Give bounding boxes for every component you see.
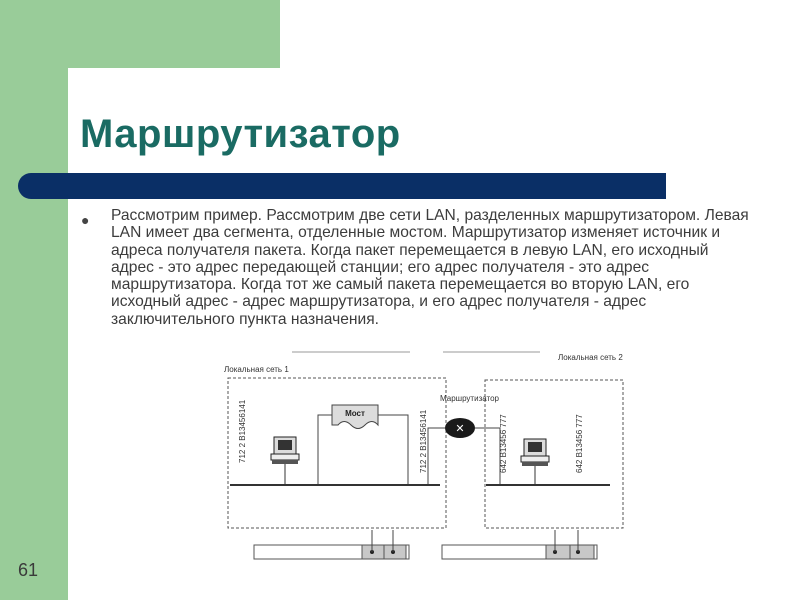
computer-icon xyxy=(271,437,299,464)
slide-number: 61 xyxy=(18,560,39,580)
lan1-box xyxy=(228,378,446,528)
computer-icon xyxy=(521,439,549,466)
lan2-label: Локальная сеть 2 xyxy=(558,353,623,362)
packet-bar-left xyxy=(254,545,409,559)
bullet-text: Рассмотрим пример. Рассмотрим две сети LAN, разделенных маршрутизатором. Левая LAN имеет два сегмента, отделенные мостом. Маршрутизатор изменяет источник и адреса получателя пакета. Когда пакет перемещается в левую LAN, его исходный адрес - это адрес передающей станции; его адрес получателя - это адрес маршрутизатора. Когда тот же самый пакета перемещается во вторую LAN, его исходный адрес - адрес маршрутизатора, и его адрес получателя - адрес заключительного пункта назначения. xyxy=(111,207,749,328)
packet-bar-right xyxy=(442,545,597,559)
title-underline-bar xyxy=(18,173,666,199)
address-label: 642 B13456 777 xyxy=(575,414,584,473)
router-icon xyxy=(445,418,475,438)
router-symbol: ✕ xyxy=(455,423,465,435)
bridge-right-line xyxy=(378,415,408,485)
bridge-left-line xyxy=(318,415,332,485)
lan1-label: Локальная сеть 1 xyxy=(224,365,289,374)
router-label: Маршрутизатор xyxy=(440,394,499,403)
bullet-marker: ● xyxy=(81,212,90,228)
router-left-line xyxy=(428,428,445,485)
router-right-line xyxy=(475,428,500,485)
bridge-icon xyxy=(332,405,378,429)
slide-title: Маршрутизатор xyxy=(80,112,401,156)
address-label: 712 2 B13456141 xyxy=(238,399,247,463)
bridge-label: Мост xyxy=(345,409,365,418)
address-label: 712 2 B13456141 xyxy=(419,409,428,473)
address-label: 642 B13456 777 xyxy=(499,414,508,473)
green-frame-left xyxy=(0,0,68,600)
network-diagram xyxy=(210,345,630,570)
green-frame-top xyxy=(0,0,280,68)
